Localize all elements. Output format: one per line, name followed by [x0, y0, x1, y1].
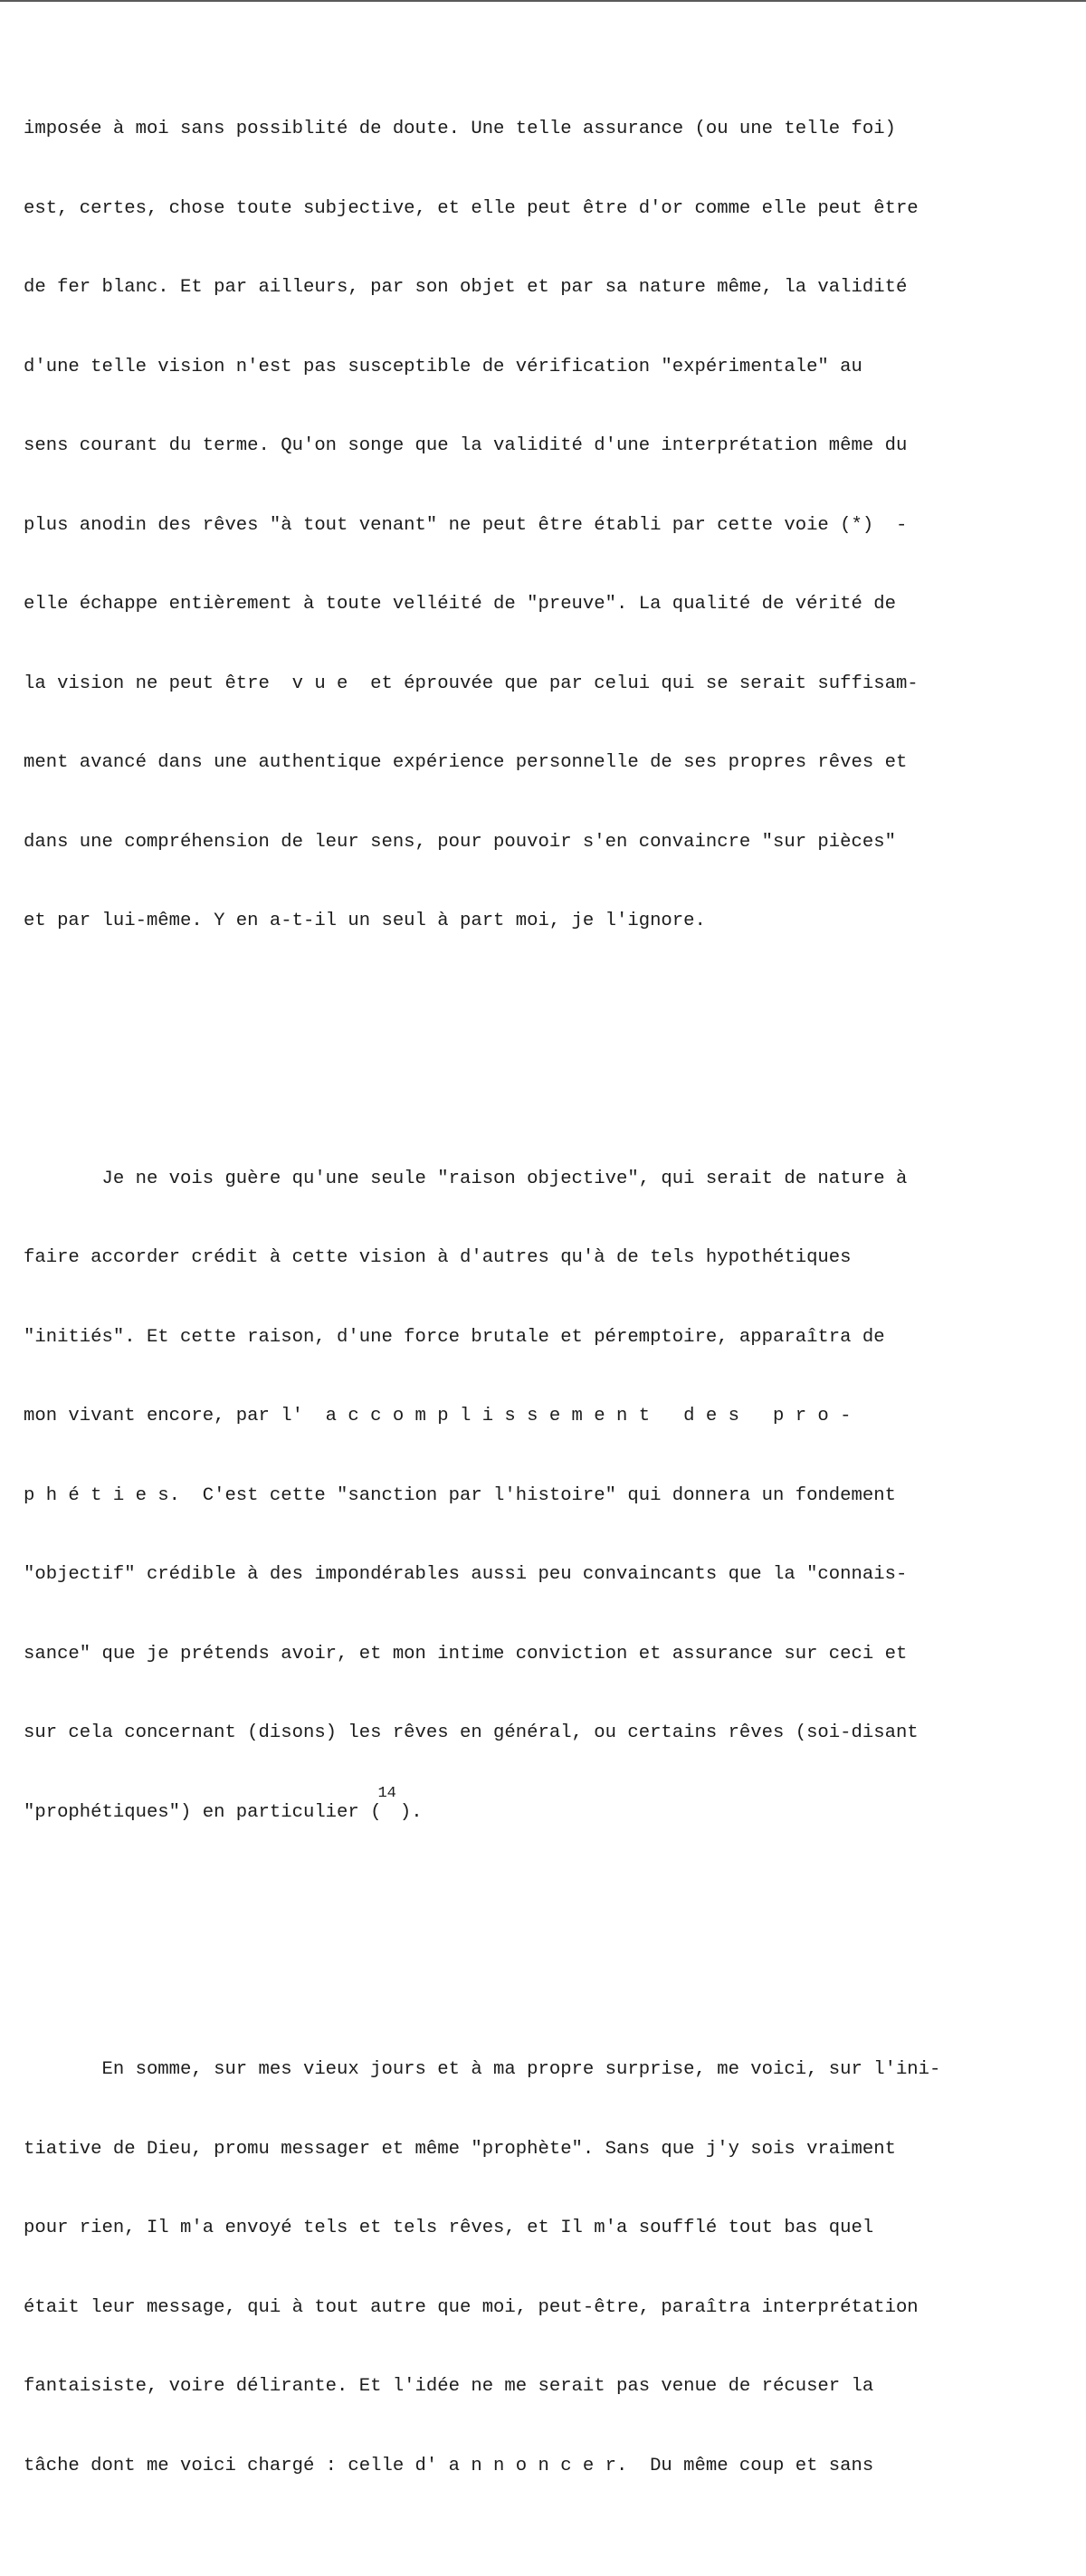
text-line: faire accorder crédit à cette vision à d'autres qu'à de tels hypothétiques — [24, 1247, 852, 1268]
text-line: En somme, sur mes vieux jours et à ma propre surprise, me voici, sur l'ini- — [24, 2059, 941, 2080]
text-line-with-footnote — [24, 1784, 1073, 1840]
document-page — [24, 14, 1073, 2576]
paragraph-3 — [24, 2018, 1073, 2534]
text-line: fantaisiste, voire délirante. Et l'idée ne me serait pas venue de récuser la — [24, 2376, 874, 2397]
text-line: mon vivant encore, par l' a c c o m p l i s s e m e n t d e s p r o - — [24, 1406, 852, 1426]
paragraph-gap — [24, 1943, 1073, 1955]
page-top-border — [0, 0, 1086, 2]
text-line: elle échappe entièrement à toute velléité de "preuve". La qualité de vérité de — [24, 594, 896, 615]
footnote-reference: 14 — [377, 1784, 396, 1802]
text-line: sance" que je prétends avoir, et mon intime conviction et assurance sur ceci et — [24, 1643, 908, 1665]
text-line: est, certes, chose toute subjective, et elle peut être d'or comme elle peut être — [24, 197, 919, 219]
text-line: imposée à moi sans possiblité de doute. Une telle assurance (ou une telle foi) — [24, 119, 896, 139]
paragraph-gap — [24, 1053, 1073, 1064]
text-line: la vision ne peut être v u e et éprouvée que par celui qui se serait suffisam- — [24, 673, 919, 694]
text-line: tiative de Dieu, promu messager et même "prophète". Sans que j'y sois vraiment — [24, 2138, 896, 2160]
text-line: "objectif" crédible à des impondérables aussi peu convaincants que la "connais- — [24, 1564, 908, 1585]
text-line: pour rien, Il m'a envoyé tels et tels rêves, et Il m'a soufflé tout bas quel — [24, 2218, 874, 2238]
text-line: sens courant du terme. Qu'on songe que la validité d'une interprétation même du — [24, 435, 908, 456]
text-line: ment avancé dans une authentique expérience personnelle de ses propres rêves et — [24, 752, 908, 773]
text-line: de fer blanc. Et par ailleurs, par son objet et par sa nature même, la validité — [24, 277, 908, 298]
text-line: "initiés". Et cette raison, d'une force brutale et péremptoire, apparaîtra de — [24, 1326, 885, 1348]
text-segment: ). — [399, 1801, 423, 1823]
text-line: dans une compréhension de leur sens, pour pouvoir s'en convaincre "sur pièces" — [24, 831, 896, 853]
text-line: était leur message, qui à tout autre que moi, peut-être, paraîtra interprétation — [24, 2296, 919, 2318]
text-segment: "prophétiques") en particulier ( — [24, 1801, 382, 1823]
text-line: p h é t i e s. C'est cette "sanction par l'histoire" qui donnera un fondement — [24, 1484, 896, 1506]
paragraph-2 — [24, 1127, 1073, 1882]
text-line: et par lui-même. Y en a-t-il un seul à part moi, je l'ignore. — [24, 911, 706, 931]
paragraph-1 — [24, 77, 1073, 990]
text-line: Je ne vois guère qu'une seule "raison objective", qui serait de nature à — [24, 1168, 908, 1189]
text-line: plus anodin des rêves "à tout venant" ne peut être établi par cette voie (*) - — [24, 514, 908, 536]
text-line: d'une telle vision n'est pas susceptible de vérification "expérimentale" au — [24, 356, 862, 377]
text-line: sur cela concernant (disons) les rêves en général, ou certains rêves (soi-disant — [24, 1722, 919, 1743]
text-line: tâche dont me voici chargé : celle d' a n n o n c e r. Du même coup et sans — [24, 2455, 874, 2476]
